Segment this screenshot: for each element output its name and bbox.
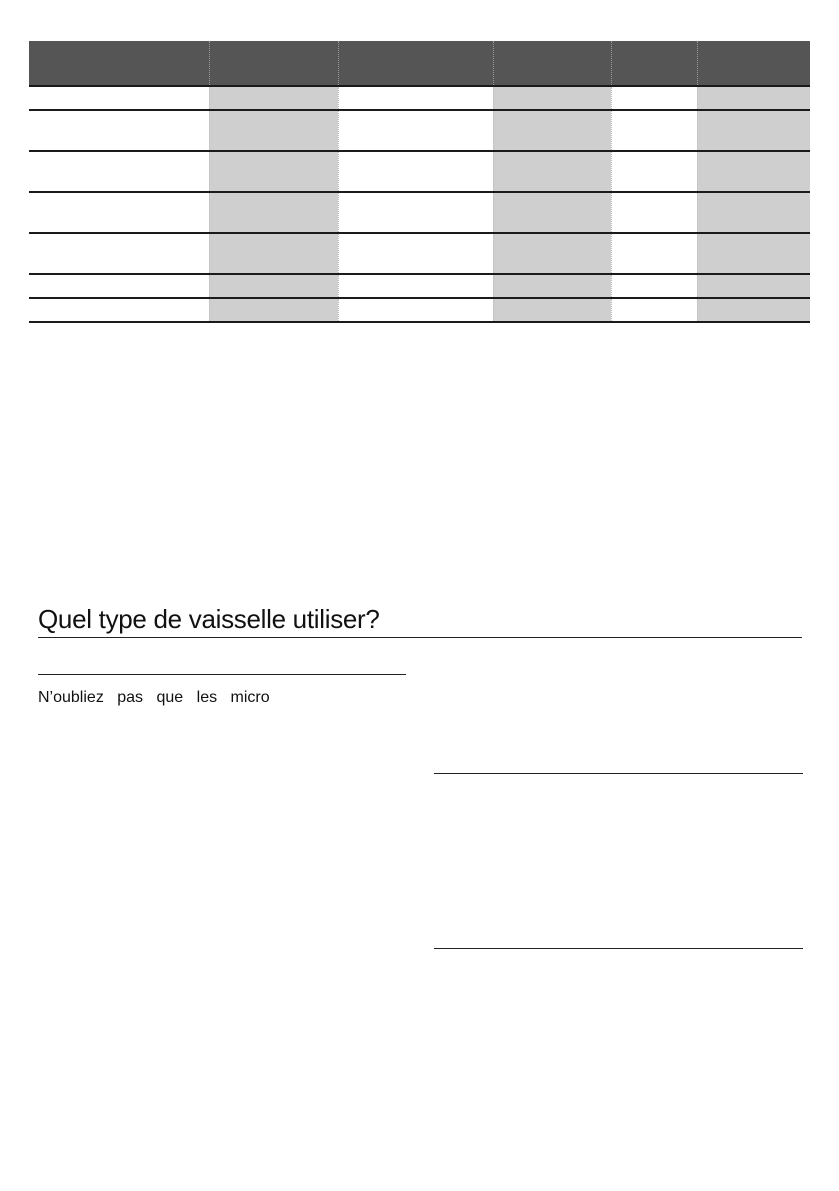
table-cell [493,233,611,274]
table-cell [338,110,493,151]
table-cell [209,192,338,233]
table-cell [209,86,338,110]
table-cell [29,233,209,274]
table-cell [493,274,611,298]
table-cell [29,192,209,233]
table-row [29,233,810,274]
table-cell [209,233,338,274]
table-row [29,151,810,192]
table-cell [611,151,697,192]
table-header-cell [338,41,493,86]
left-column-divider [38,674,406,675]
table-cell [29,298,209,322]
table-cell [209,298,338,322]
table-row [29,110,810,151]
table-cell [493,298,611,322]
table-cell [493,86,611,110]
table-row [29,298,810,322]
heading-divider [38,637,802,638]
table-cell [338,151,493,192]
table-cell [338,233,493,274]
table-cell [697,192,810,233]
table-cell [29,151,209,192]
table-header-cell [611,41,697,86]
right-column-divider [434,948,803,949]
table-header-cell [493,41,611,86]
table-cell [493,151,611,192]
table-cell [611,110,697,151]
table-header-row [29,41,810,86]
table-cell [338,274,493,298]
table-cell [209,110,338,151]
right-column-divider [434,773,803,774]
table-cell [338,298,493,322]
body-paragraph: N’oubliez pas que les micro [38,689,270,706]
table-row [29,192,810,233]
table-header-cell [697,41,810,86]
table-cell [493,110,611,151]
table-cell [697,86,810,110]
table-cell [697,110,810,151]
table-cell [697,274,810,298]
table-cell [611,192,697,233]
table-cell [697,298,810,322]
table-cell [29,110,209,151]
table-cell [611,298,697,322]
table-cell [611,274,697,298]
table-cell [29,274,209,298]
table-cell [338,86,493,110]
table-row [29,274,810,298]
table-header-cell [209,41,338,86]
table-cell [338,192,493,233]
table-cell [611,233,697,274]
table-cell [697,233,810,274]
table-cell [611,86,697,110]
table-cell [29,86,209,110]
table-cell [697,151,810,192]
table-row [29,86,810,110]
table-cell [493,192,611,233]
table-header-cell [29,41,209,86]
section-heading: Quel type de vaisselle utiliser? [38,604,380,634]
cooking-table [29,41,810,323]
table-cell [209,151,338,192]
table-cell [209,274,338,298]
